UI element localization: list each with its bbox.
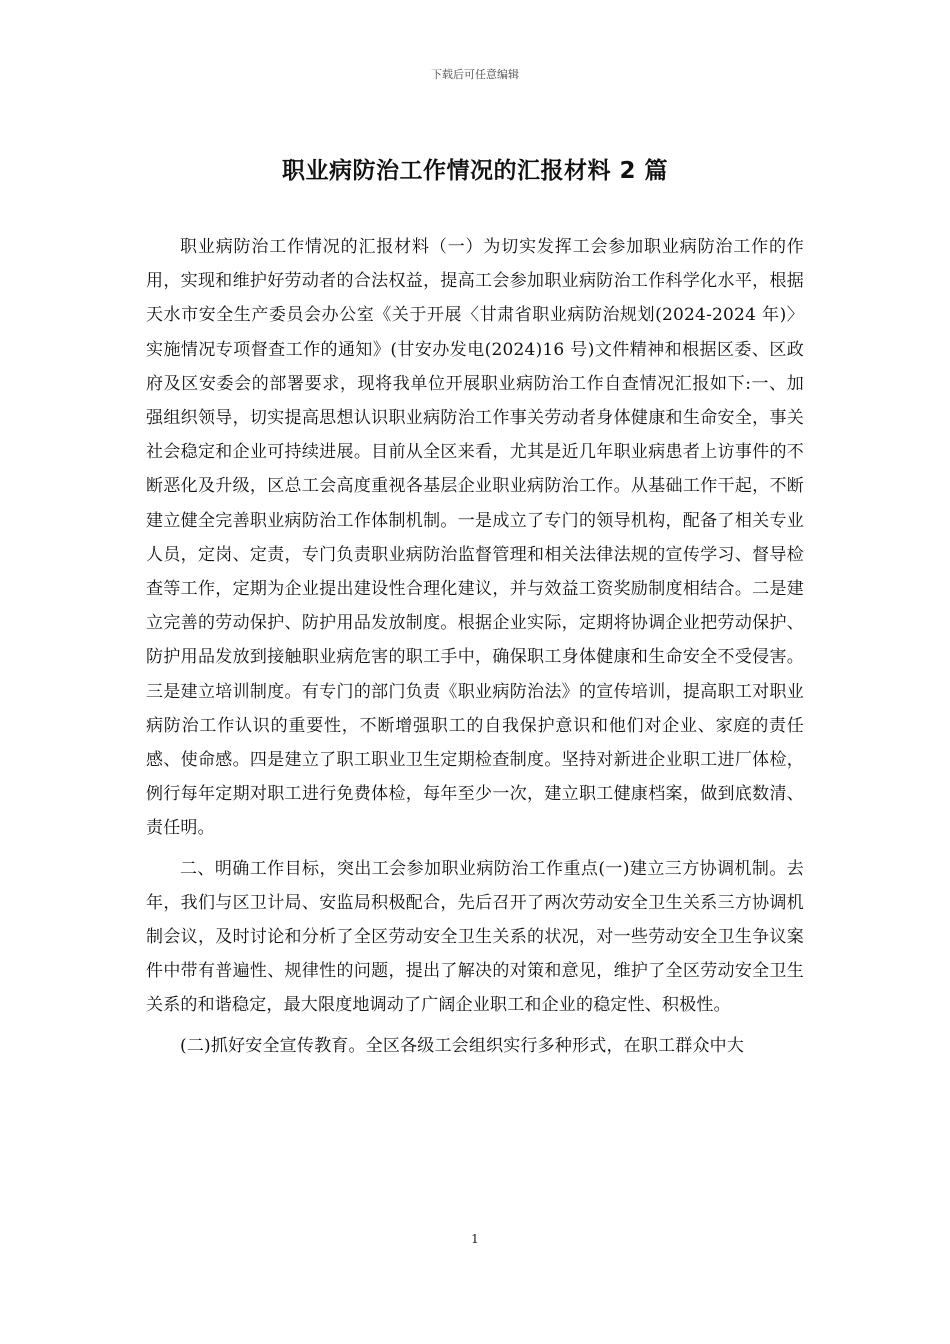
paragraph-3: (二)抓好安全宣传教育。全区各级工会组织实行多种形式，在职工群众中大: [180, 1035, 745, 1056]
document-title: 职业病防治工作情况的汇报材料 2 篇: [281, 158, 669, 184]
page-header-note: 下载后可任意编辑: [431, 68, 519, 81]
paragraph-2: 二、明确工作目标，突出工会参加职业病防治工作重点(一)建立三方协调机制。去年，我们与区卫计局、安监局积极配合，先后召开了两次劳动安全卫生关系三方协调机制会议，及时讨论和分析了全区劳动安全卫生关系的状况，对一些劳动安全卫生争议案件中带有普遍性、规律性的问题，提出了解决的对策和意见，维护了全区劳动安全卫生关系的和谐稳定，最大限度地调动了广阔企业职工和企业的稳定性、积极性。: [146, 858, 804, 1016]
document-body: [146, 230, 804, 1069]
page-number: 1: [471, 1232, 479, 1246]
paragraph-1: 职业病防治工作情况的汇报材料（一）为切实发挥工会参加职业病防治工作的作用，实现和维护好劳动者的合法权益，提高工会参加职业病防治工作科学化水平，根据天水市安全生产委员会办公室《关于开展〈甘肃省职业病防治规划(2024-2024 年)〉实施情况专项督查工作的通知》(甘安办发电(2024)16 号)文件精神和根据区委、区政府及区安委会的部署要求，现将我单位开展职业病防治工作自查情况汇报如下:一、加强组织领导，切实提高思想认识职业病防治工作事关劳动者身体健康和生命安全，事关社会稳定和企业可持续进展。目前从全区来看，尤其是近几年职业病患者上访事件的不断恶化及升级，区总工会高度重视各基层企业职业病防治工作。从基础工作干起，不断建立健全完善职业病防治工作体制机制。一是成立了专门的领导机构，配备了相关专业人员，定岗、定责，专门负责职业病防治监督管理和相关法律法规的宣传学习、督导检查等工作，定期为企业提出建设性合理化建议，并与效益工资奖励制度相结合。二是建立完善的劳动保护、防护用品发放制度。根据企业实际，定期将协调企业把劳动保护、防护用品发放到接触职业病危害的职工手中，确保职工身体健康和生命安全不受侵害。三是建立培训制度。有专门的部门负责《职业病防治法》的宣传培训，提高职工对职业病防治工作认识的重要性，不断增强职工的自我保护意识和他们对企业、家庭的责任感、使命感。四是建立了职工职业卫生定期检查制度。坚持对新进企业职工进厂体检，例行每年定期对职工进行免费体检，每年至少一次，建立职工健康档案，做到底数清、责任明。: [146, 237, 804, 839]
